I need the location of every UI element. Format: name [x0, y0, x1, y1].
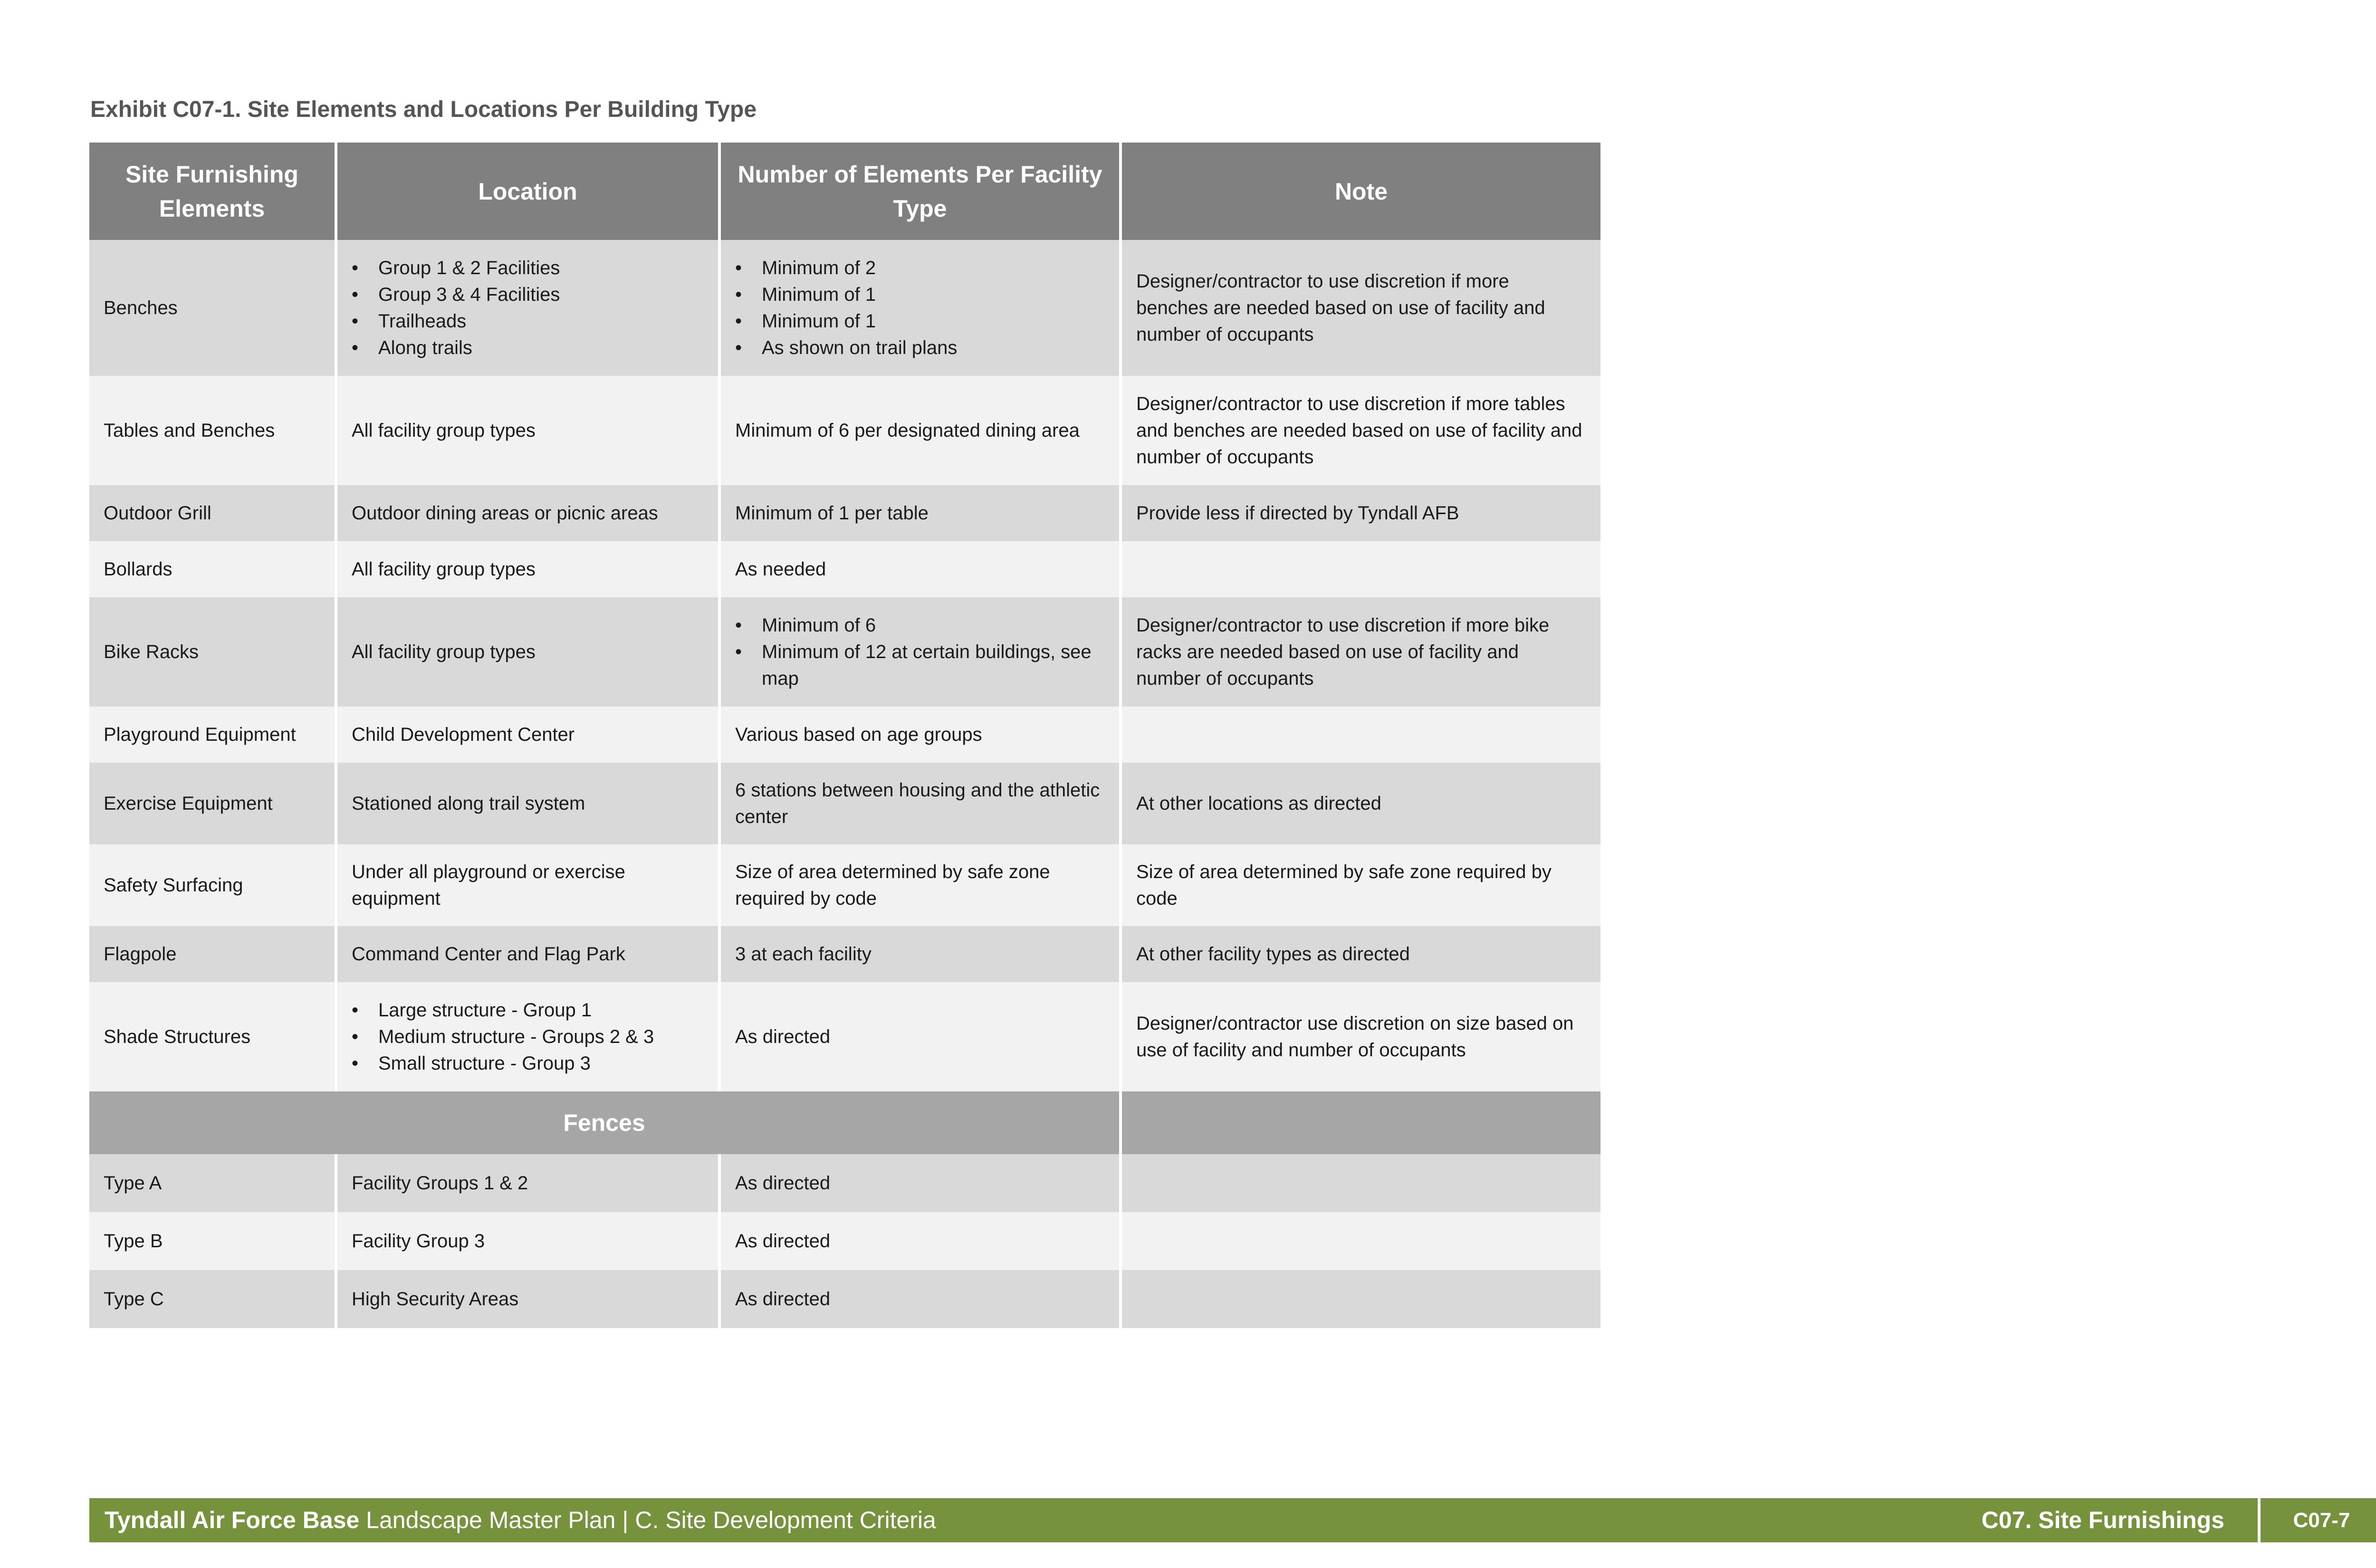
element-cell: Benches [89, 240, 335, 376]
table-row [89, 541, 1600, 597]
number-cell: 3 at each facility [721, 926, 1119, 982]
number-cell: As directed [721, 982, 1119, 1091]
location-cell: Facility Groups 1 & 2 [337, 1154, 718, 1212]
table-row [89, 982, 1600, 1091]
bullet-list [352, 997, 704, 1077]
note-cell [1122, 1154, 1600, 1212]
number-cell: As directed [721, 1154, 1119, 1212]
location-cell: Under all playground or exercise equipment [337, 844, 718, 926]
header-elements: Site Furnishing Elements [89, 143, 335, 240]
note-cell: Size of area determined by safe zone required by code [1122, 844, 1600, 926]
header-note: Note [1122, 143, 1600, 240]
bullet-list [735, 255, 1105, 361]
number-cell: Various based on age groups [721, 707, 1119, 763]
element-cell: Safety Surfacing [89, 844, 335, 926]
location-cell: All facility group types [337, 597, 718, 707]
element-cell: Bike Racks [89, 597, 335, 707]
number-cell: As needed [721, 541, 1119, 597]
bullet-item: • Group 1 & 2 Facilities [352, 255, 704, 281]
note-cell: Designer/contractor to use discretion if more benches are needed based on use of facility and number of occupants [1122, 240, 1600, 376]
bullet-item: • Small structure - Group 3 [352, 1050, 704, 1077]
number-cell [721, 240, 1119, 376]
section-row-fences [89, 1091, 1600, 1154]
exhibit-title: Exhibit C07-1. Site Elements and Locations Per Building Type [90, 97, 757, 122]
note-cell: Provide less if directed by Tyndall AFB [1122, 485, 1600, 541]
table-row [89, 597, 1600, 707]
element-cell: Tables and Benches [89, 376, 335, 485]
location-cell: Stationed along trail system [337, 763, 718, 844]
section-note-cell [1122, 1091, 1600, 1154]
number-cell: As directed [721, 1212, 1119, 1270]
element-cell: Type C [89, 1270, 335, 1328]
location-cell [337, 982, 718, 1091]
footer-title [105, 1498, 936, 1542]
bullet-item: • Group 3 & 4 Facilities [352, 281, 704, 308]
location-cell [337, 240, 718, 376]
table-row [89, 707, 1600, 763]
table-row [89, 844, 1600, 926]
header-number: Number of Elements Per Facility Type [721, 143, 1119, 240]
table-row [89, 763, 1600, 844]
note-cell [1122, 1270, 1600, 1328]
table-row [89, 240, 1600, 376]
fence-row [89, 1154, 1600, 1212]
table-row [89, 926, 1600, 982]
element-cell: Flagpole [89, 926, 335, 982]
note-cell: Designer/contractor to use discretion if more tables and benches are needed based on use of facility and number of occupants [1122, 376, 1600, 485]
note-cell [1122, 1212, 1600, 1270]
footer-section: C07. Site Furnishings [1981, 1507, 2224, 1533]
bullet-item: • Minimum of 12 at certain buildings, see map [735, 639, 1105, 692]
fence-row [89, 1270, 1600, 1328]
location-cell: High Security Areas [337, 1270, 718, 1328]
note-cell: Designer/contractor to use discretion if more bike racks are needed based on use of facility and number of occupants [1122, 597, 1600, 707]
element-cell: Type A [89, 1154, 335, 1212]
note-cell [1122, 541, 1600, 597]
bullet-list [735, 612, 1105, 692]
element-cell: Playground Equipment [89, 707, 335, 763]
number-cell: 6 stations between housing and the athletic center [721, 763, 1119, 844]
page-number: C07-7 [2261, 1498, 2376, 1542]
site-elements-table [86, 143, 1603, 1328]
footer-bar [89, 1498, 2258, 1542]
bullet-list [352, 255, 704, 361]
bullet-item: • Large structure - Group 1 [352, 997, 704, 1023]
table-row [89, 376, 1600, 485]
location-cell: Command Center and Flag Park [337, 926, 718, 982]
bullet-item: • Minimum of 1 [735, 281, 1105, 308]
bullet-item: • As shown on trail plans [735, 335, 1105, 361]
element-cell: Outdoor Grill [89, 485, 335, 541]
section-label: Fences [89, 1091, 1119, 1154]
number-cell [721, 597, 1119, 707]
location-cell: All facility group types [337, 376, 718, 485]
bullet-item: • Minimum of 6 [735, 612, 1105, 639]
footer-org: Tyndall Air Force Base [105, 1507, 360, 1533]
number-cell: Minimum of 6 per designated dining area [721, 376, 1119, 485]
fence-row [89, 1212, 1600, 1270]
note-cell: Designer/contractor use discretion on size based on use of facility and number of occupants [1122, 982, 1600, 1091]
number-cell: Minimum of 1 per table [721, 485, 1119, 541]
note-cell [1122, 707, 1600, 763]
number-cell: As directed [721, 1270, 1119, 1328]
element-cell: Exercise Equipment [89, 763, 335, 844]
bullet-item: • Medium structure - Groups 2 & 3 [352, 1023, 704, 1050]
header-location: Location [337, 143, 718, 240]
bullet-item: • Minimum of 1 [735, 308, 1105, 335]
bullet-item: • Minimum of 2 [735, 255, 1105, 281]
note-cell: At other facility types as directed [1122, 926, 1600, 982]
note-cell: At other locations as directed [1122, 763, 1600, 844]
footer-doc: Landscape Master Plan | C. Site Development Criteria [359, 1507, 936, 1533]
location-cell: Child Development Center [337, 707, 718, 763]
element-cell: Type B [89, 1212, 335, 1270]
bullet-item: • Trailheads [352, 308, 704, 335]
location-cell: Outdoor dining areas or picnic areas [337, 485, 718, 541]
table-header-row [89, 143, 1600, 240]
element-cell: Shade Structures [89, 982, 335, 1091]
location-cell: Facility Group 3 [337, 1212, 718, 1270]
number-cell: Size of area determined by safe zone required by code [721, 844, 1119, 926]
bullet-item: • Along trails [352, 335, 704, 361]
table-body [89, 240, 1600, 1328]
table-row [89, 485, 1600, 541]
element-cell: Bollards [89, 541, 335, 597]
location-cell: All facility group types [337, 541, 718, 597]
